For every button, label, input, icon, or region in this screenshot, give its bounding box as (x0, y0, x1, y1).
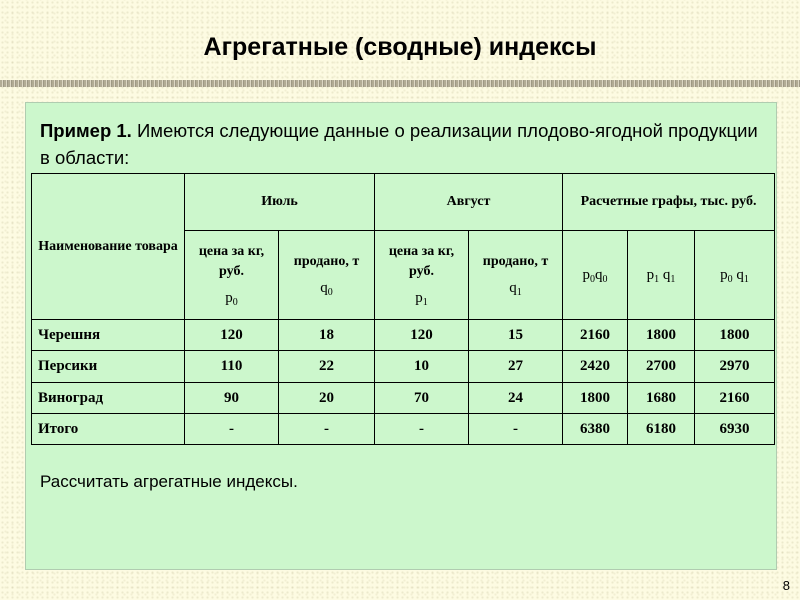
table-cell: 20 (279, 382, 375, 413)
table-cell: - (469, 413, 563, 444)
table-cell: 110 (185, 351, 279, 382)
table-cell: 1800 (628, 320, 695, 351)
data-table (31, 173, 775, 445)
table-cell: 18 (279, 320, 375, 351)
header-calc-columns: Расчетные графы, тыс. руб. (563, 174, 775, 231)
table-row-total (32, 413, 775, 444)
table-cell: 2160 (695, 382, 775, 413)
intro-body: Имеются следующие данные о реализации плодово-ягодной продукции в области: (40, 120, 758, 168)
table-cell: 70 (375, 382, 469, 413)
table-cell: 2970 (695, 351, 775, 382)
slide-title: Агрегатные (сводные) индексы (203, 33, 597, 61)
task-text: Рассчитать агрегатные индексы. (40, 472, 298, 491)
table-cell: 24 (469, 382, 563, 413)
header-july-price-label: цена за кг, руб. (198, 244, 265, 279)
title-divider (0, 80, 800, 87)
table-cell: - (375, 413, 469, 444)
row-name: Виноград (32, 382, 185, 413)
table-cell: 27 (469, 351, 563, 382)
header-p0q1: $p_0$ $q_1$ (695, 231, 775, 320)
row-name: Персики (32, 351, 185, 382)
header-july-price (185, 231, 279, 320)
table-cell: 6180 (628, 413, 695, 444)
header-august-price-symbol: $p_1$ (415, 290, 428, 308)
table-cell: 2700 (628, 351, 695, 382)
table-cell: 120 (375, 320, 469, 351)
row-name: Итого (32, 413, 185, 444)
page-number: 8 (782, 578, 790, 593)
header-july-sold (279, 231, 375, 320)
table-cell: 2420 (563, 351, 628, 382)
intro-text (40, 117, 760, 171)
header-p0q0: $p_0q_0$ (563, 231, 628, 320)
header-july-price-symbol: $p_0$ (225, 290, 238, 308)
header-august-sold-symbol: $q_1$ (509, 280, 522, 298)
table-cell: 1800 (563, 382, 628, 413)
table-cell: 1800 (695, 320, 775, 351)
header-july-sold-label: продано, т (293, 254, 360, 269)
table-cell: 2160 (563, 320, 628, 351)
header-august-price-label: цена за кг, руб. (388, 244, 455, 279)
header-product-name: Наименование товара (32, 174, 185, 320)
table-row (32, 320, 775, 351)
table-cell: 6930 (695, 413, 775, 444)
header-august-sold-label: продано, т (482, 254, 549, 269)
table-cell: 10 (375, 351, 469, 382)
table-cell: 120 (185, 320, 279, 351)
intro-prefix: Пример 1. (40, 120, 132, 141)
header-august-sold (469, 231, 563, 320)
header-august: Август (375, 174, 563, 231)
table-row (32, 382, 775, 413)
header-august-price (375, 231, 469, 320)
header-p1q1: $p_1$ $q_1$ (628, 231, 695, 320)
header-july-sold-symbol: $q_0$ (320, 280, 333, 298)
table-cell: - (185, 413, 279, 444)
table-cell: - (279, 413, 375, 444)
table-cell: 1680 (628, 382, 695, 413)
table-cell: 90 (185, 382, 279, 413)
table-cell: 22 (279, 351, 375, 382)
row-name: Черешня (32, 320, 185, 351)
table-cell: 6380 (563, 413, 628, 444)
header-july: Июль (185, 174, 375, 231)
table-cell: 15 (469, 320, 563, 351)
table-row (32, 351, 775, 382)
